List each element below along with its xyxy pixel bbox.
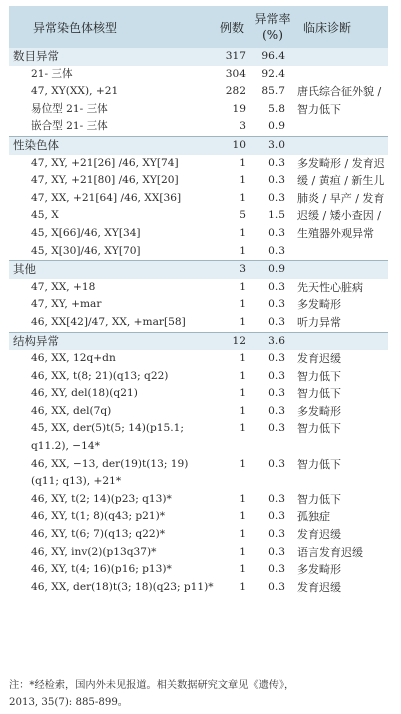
karyotype-cell: 45, X[30]/46, XY[70] (31, 244, 141, 257)
section-row (9, 261, 388, 279)
rate-cell: 0.3 (268, 387, 285, 400)
rate-cell: 0.3 (268, 226, 285, 239)
cases-cell: 5 (239, 209, 246, 222)
diagnosis-cell (295, 136, 388, 154)
footnote-line-1: 注：*经检索，国内外未见报道。相关数据研究文章见《遗传》， (9, 680, 295, 691)
karyotype-cell: 47, XY, +21[26] /46, XY[74] (31, 156, 179, 169)
karyotype-cell: 46, XX, der(18)t(3; 18)(q23; p11)* (31, 580, 214, 593)
diagnosis-cell: 多发畸形 (297, 563, 341, 577)
table-row (9, 368, 388, 386)
cases-cell: 1 (239, 545, 246, 558)
cases-cell: 1 (239, 563, 246, 576)
cases-cell: 1 (239, 280, 246, 293)
karyotype-cell: 性染色体 (9, 136, 214, 154)
footnote (9, 677, 394, 711)
table-row (9, 420, 388, 455)
rate-cell: 0.3 (268, 191, 285, 204)
karyotype-cell: 47, XX, +21[64] /46, XX[36] (31, 191, 182, 204)
cases-cell: 1 (239, 404, 246, 417)
rate-cell: 0.3 (268, 528, 285, 541)
rate-cell: 0.3 (268, 280, 285, 293)
karyotype-cell: 46, XY, t(1; 8)(q43; p21)* (31, 510, 166, 523)
cases-cell: 1 (239, 528, 246, 541)
cases-cell: 1 (239, 174, 246, 187)
diagnosis-cell: 发育迟缓 (297, 580, 341, 594)
table-row (9, 456, 388, 491)
table-row (9, 314, 388, 332)
karyotype-cell: 46, XX, 12q+dn (31, 352, 116, 365)
table-row (9, 350, 388, 368)
rate-cell: 0.9 (268, 120, 285, 133)
karyotype-cell: 易位型 21- 三体 (31, 102, 108, 115)
header-rate: 异常率 (%) (250, 6, 295, 48)
rate-cell: 0.3 (268, 422, 285, 435)
cases-cell: 1 (239, 298, 246, 311)
diagnosis-cell: 智力低下 (297, 422, 341, 436)
cases-cell: 1 (239, 580, 246, 593)
cases-cell: 10 (214, 136, 250, 154)
rate-cell: 5.8 (268, 102, 285, 115)
table-row (9, 155, 388, 173)
footnote-line-2: 2013, 35(7): 885-899。 (9, 697, 128, 708)
cases-cell: 317 (214, 48, 250, 66)
cases-cell: 19 (232, 102, 246, 115)
rate-cell: 85.7 (261, 85, 285, 98)
karyotype-cell: 46, XY, t(4; 16)(p16; p13)* (31, 563, 172, 576)
cases-cell: 282 (225, 85, 246, 98)
section-row (9, 332, 388, 350)
karyotype-cell: 47, XY(XX), +21 (31, 85, 119, 98)
diagnosis-cell: 多发畸形 (297, 404, 341, 418)
table-header-row (9, 6, 388, 48)
table-row (9, 403, 388, 421)
karyotype-cell: 其他 (9, 261, 214, 279)
cases-cell: 1 (239, 510, 246, 523)
diagnosis-cell (295, 332, 388, 350)
table-row (9, 279, 388, 297)
table-row (9, 544, 388, 562)
section-row (9, 136, 388, 154)
karyotype-cell: 45, X (31, 209, 59, 222)
rate-cell: 3.0 (250, 136, 295, 154)
karyotype-cell: 21- 三体 (31, 67, 73, 80)
header-karyotype: 异常染色体核型 (9, 6, 214, 48)
karyotype-cell: 结构异常 (9, 332, 214, 350)
karyotype-cell: 46, XY, t(6; 7)(q13; q22)* (31, 528, 166, 541)
cases-cell: 3 (239, 120, 246, 133)
diagnosis-cell: 智力低下 (297, 369, 341, 383)
karyotype-cell: 47, XX, +18 (31, 280, 96, 293)
karyotype-cell: 45, X[66]/46, XY[34] (31, 226, 141, 239)
header-diagnosis: 临床诊断 (295, 6, 388, 48)
karyotype-cell: 47, XY, +21[80] /46, XY[20] (31, 174, 179, 187)
rate-cell: 0.3 (268, 545, 285, 558)
rate-cell: 0.3 (268, 352, 285, 365)
karyotype-cell: 46, XY, t(2; 14)(p23; q13)* (31, 492, 172, 505)
rate-cell: 0.3 (268, 404, 285, 417)
rate-cell: 0.3 (268, 369, 285, 382)
diagnosis-cell: 语言发育迟缓 (297, 545, 363, 559)
diagnosis-cell: 听力异常 (297, 315, 341, 329)
karyotype-cell: 46, XY, del(18)(q21) (31, 387, 138, 400)
table-row (9, 526, 388, 544)
karyotype-cell: 嵌合型 21- 三体 (31, 120, 108, 133)
diagnosis-cell (295, 261, 388, 279)
diagnosis-cell (295, 48, 388, 66)
karyotype-cell: 46, XY, inv(2)(p13q37)* (31, 545, 157, 558)
karyotype-cell: 数目异常 (9, 48, 214, 66)
table-row (9, 385, 388, 403)
cases-cell: 12 (214, 332, 250, 350)
karyotype-cell: 46, XX, del(7q) (31, 404, 112, 417)
cases-cell: 1 (239, 244, 246, 257)
karyotype-table (9, 6, 388, 614)
karyotype-cell: 47, XY, +mar (31, 298, 102, 311)
rate-cell: 0.3 (268, 510, 285, 523)
rate-cell: 3.6 (250, 332, 295, 350)
diagnosis-cell: 多发畸形 / 发育迟缓 / 黄疸 / 新生儿肺炎 / 早产 / 发育迟缓 / 矮小查因 / 生殖器外观异常 (297, 156, 385, 240)
diagnosis-cell: 智力低下 (297, 492, 341, 506)
table-row (9, 83, 388, 101)
rate-cell: 0.3 (268, 315, 285, 328)
table-row (9, 491, 388, 509)
rate-cell: 0.3 (268, 563, 285, 576)
cases-cell: 1 (239, 387, 246, 400)
cases-cell: 1 (239, 457, 246, 470)
diagnosis-cell (295, 66, 388, 84)
table-row (9, 508, 388, 526)
diagnosis-cell: 孤独症 (297, 510, 330, 524)
table-row (9, 296, 388, 314)
section-row (9, 48, 388, 66)
karyotype-cell: 46, XX, t(8; 21)(q13; q22) (31, 369, 169, 382)
table-body (9, 48, 388, 614)
rate-cell: 0.3 (268, 492, 285, 505)
table-row (9, 579, 388, 614)
rate-cell: 0.3 (268, 174, 285, 187)
cases-cell: 1 (239, 191, 246, 204)
cases-cell: 1 (239, 156, 246, 169)
cases-cell: 304 (225, 67, 246, 80)
diagnosis-cell: 智力低下 (297, 387, 341, 401)
table-row (9, 561, 388, 579)
cases-cell: 1 (239, 422, 246, 435)
rate-cell: 92.4 (261, 67, 285, 80)
diagnosis-cell: 唐氏综合征外貌 / 智力低下 (297, 85, 382, 116)
karyotype-cell: 45, XX, der(5)t(5; 14)(p15.1; q11.2), −14* (31, 422, 184, 453)
diagnosis-cell: 发育迟缓 (297, 528, 341, 542)
cases-cell: 1 (239, 369, 246, 382)
rate-cell: 0.3 (268, 244, 285, 257)
rate-cell: 0.3 (268, 156, 285, 169)
cases-cell: 1 (239, 492, 246, 505)
karyotype-cell: 46, XX[42]/47, XX, +mar[58] (31, 315, 186, 328)
diagnosis-cell: 先天性心脏病 (297, 280, 363, 294)
cases-cell: 1 (239, 352, 246, 365)
diagnosis-cell: 智力低下 (297, 457, 341, 471)
rate-cell: 0.3 (268, 457, 285, 470)
header-cases: 例数 (214, 6, 250, 48)
diagnosis-cell: 多发畸形 (297, 298, 341, 312)
diagnosis-cell: 发育迟缓 (297, 352, 341, 366)
rate-cell: 1.5 (268, 209, 285, 222)
table-row (9, 66, 388, 84)
rate-cell: 0.3 (268, 298, 285, 311)
cases-cell: 3 (214, 261, 250, 279)
rate-cell: 0.3 (268, 580, 285, 593)
rate-cell: 0.9 (250, 261, 295, 279)
rate-cell: 96.4 (250, 48, 295, 66)
cases-cell: 1 (239, 226, 246, 239)
karyotype-cell: 46, XX, −13, der(19)t(13; 19)(q11; q13), +21* (31, 457, 189, 488)
cases-cell: 1 (239, 315, 246, 328)
